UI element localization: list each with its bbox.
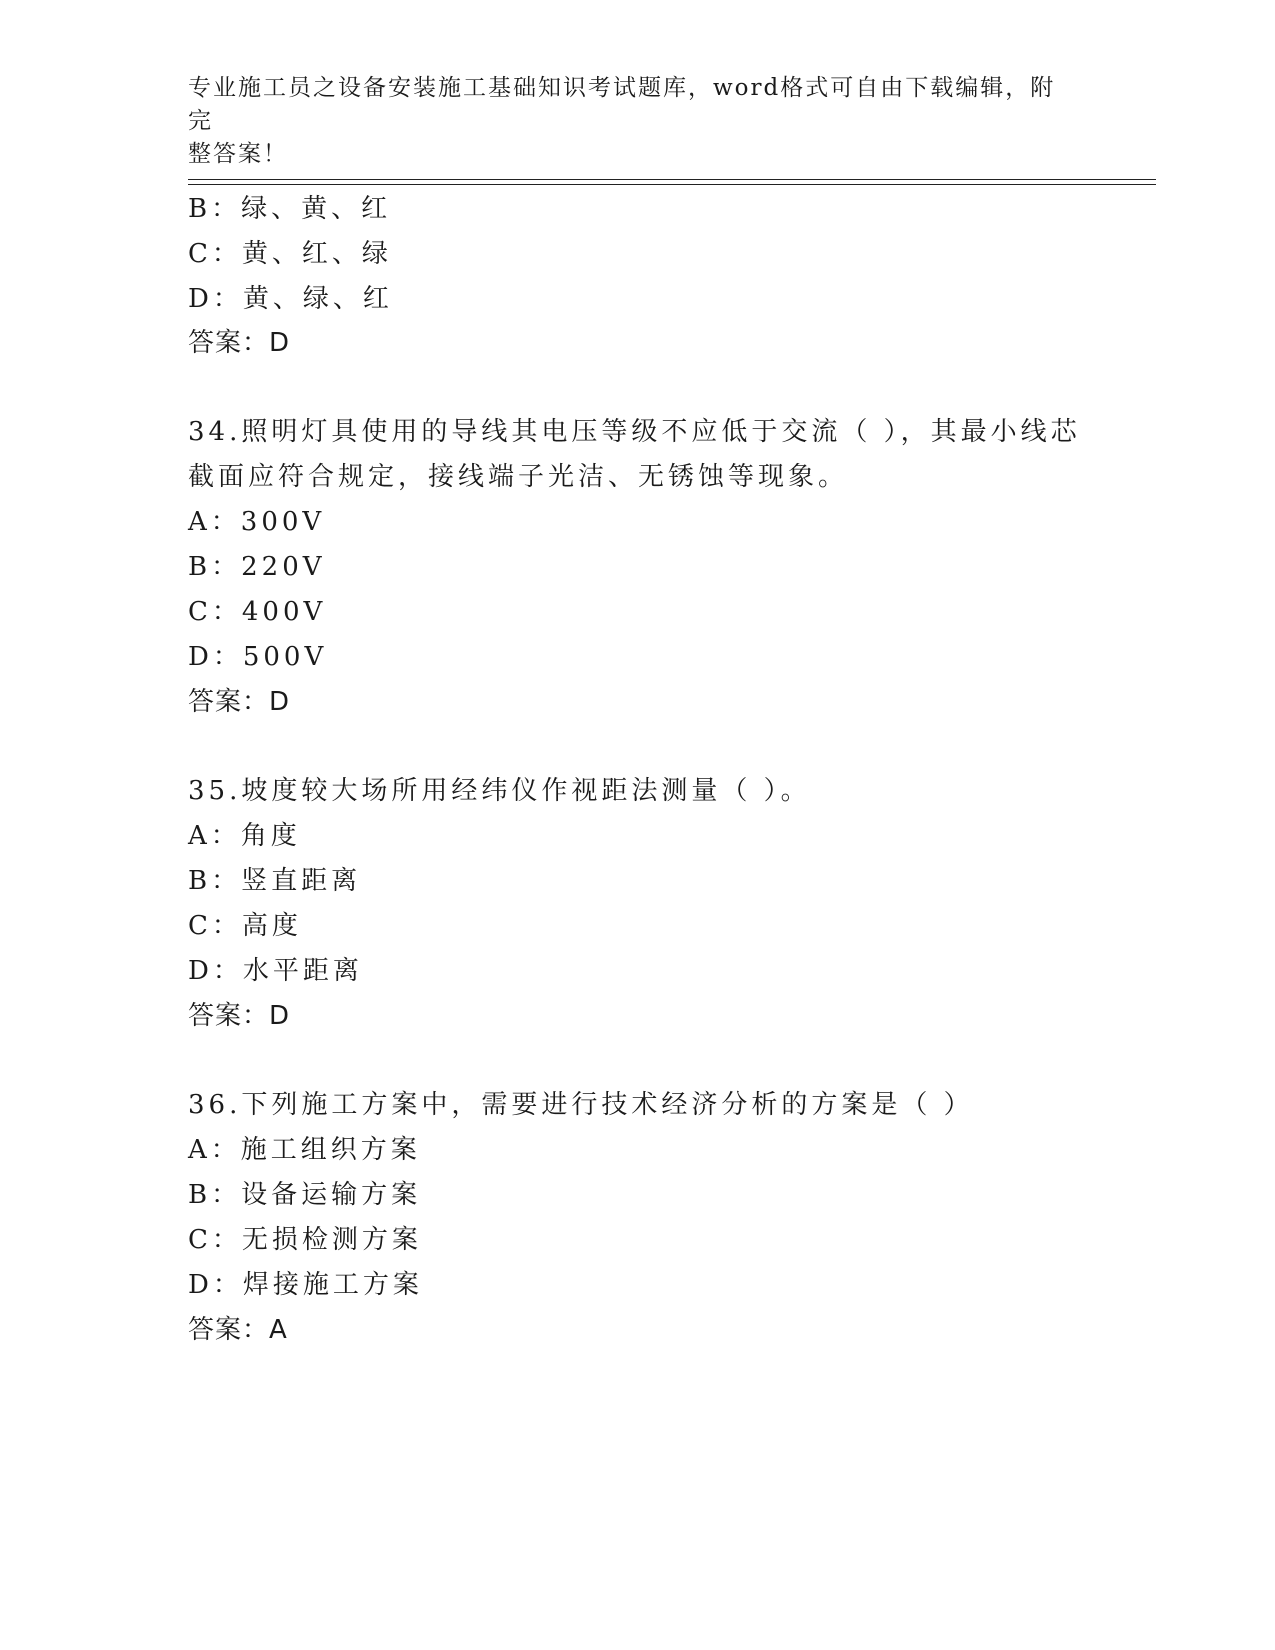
q36-option-d: D：焊接施工方案 (188, 1270, 423, 1300)
q36-answer: 答案：A (188, 1315, 288, 1345)
q33-answer: 答案：D (188, 328, 291, 358)
header-line-2: 整答案！ (188, 141, 288, 167)
q34-option-b: B：220V (188, 552, 326, 582)
q35-answer: 答案：D (188, 1001, 291, 1031)
q34-option-c: C：400V (188, 597, 327, 627)
header-divider-bottom (188, 184, 1156, 185)
q33-option-d: D：黄、绿、红 (188, 284, 393, 314)
q36-option-c: C：无损检测方案 (188, 1225, 422, 1255)
q34-option-d: D：500V (188, 642, 328, 672)
q35-option-a: A：角度 (188, 821, 301, 851)
q34-option-a: A：300V (188, 507, 326, 537)
q34-answer: 答案：D (188, 687, 291, 717)
q34-stem-line-2: 截面应符合规定，接线端子光洁、无锈蚀等现象。 (188, 462, 849, 492)
document-header (188, 72, 1068, 171)
q33-option-c: C：黄、红、绿 (188, 239, 392, 269)
q36-stem: 36.下列施工方案中，需要进行技术经济分析的方案是（ ） (188, 1090, 974, 1120)
q35-option-c: C：高度 (188, 911, 302, 941)
q34-stem-line-1: 34.照明灯具使用的导线其电压等级不应低于交流（ ），其最小线芯 (188, 417, 1081, 447)
header-divider-top (188, 179, 1156, 180)
q36-option-b: B：设备运输方案 (188, 1180, 422, 1210)
q35-option-b: B：竖直距离 (188, 866, 362, 896)
q33-option-b: B：绿、黄、红 (188, 194, 392, 224)
header-line-1: 专业施工员之设备安装施工基础知识考试题库，word格式可自由下载编辑，附完 (188, 75, 1056, 134)
q35-option-d: D：水平距离 (188, 956, 363, 986)
q35-stem: 35.坡度较大场所用经纬仪作视距法测量（ ）。 (188, 776, 811, 806)
q36-option-a: A：施工组织方案 (188, 1135, 421, 1165)
